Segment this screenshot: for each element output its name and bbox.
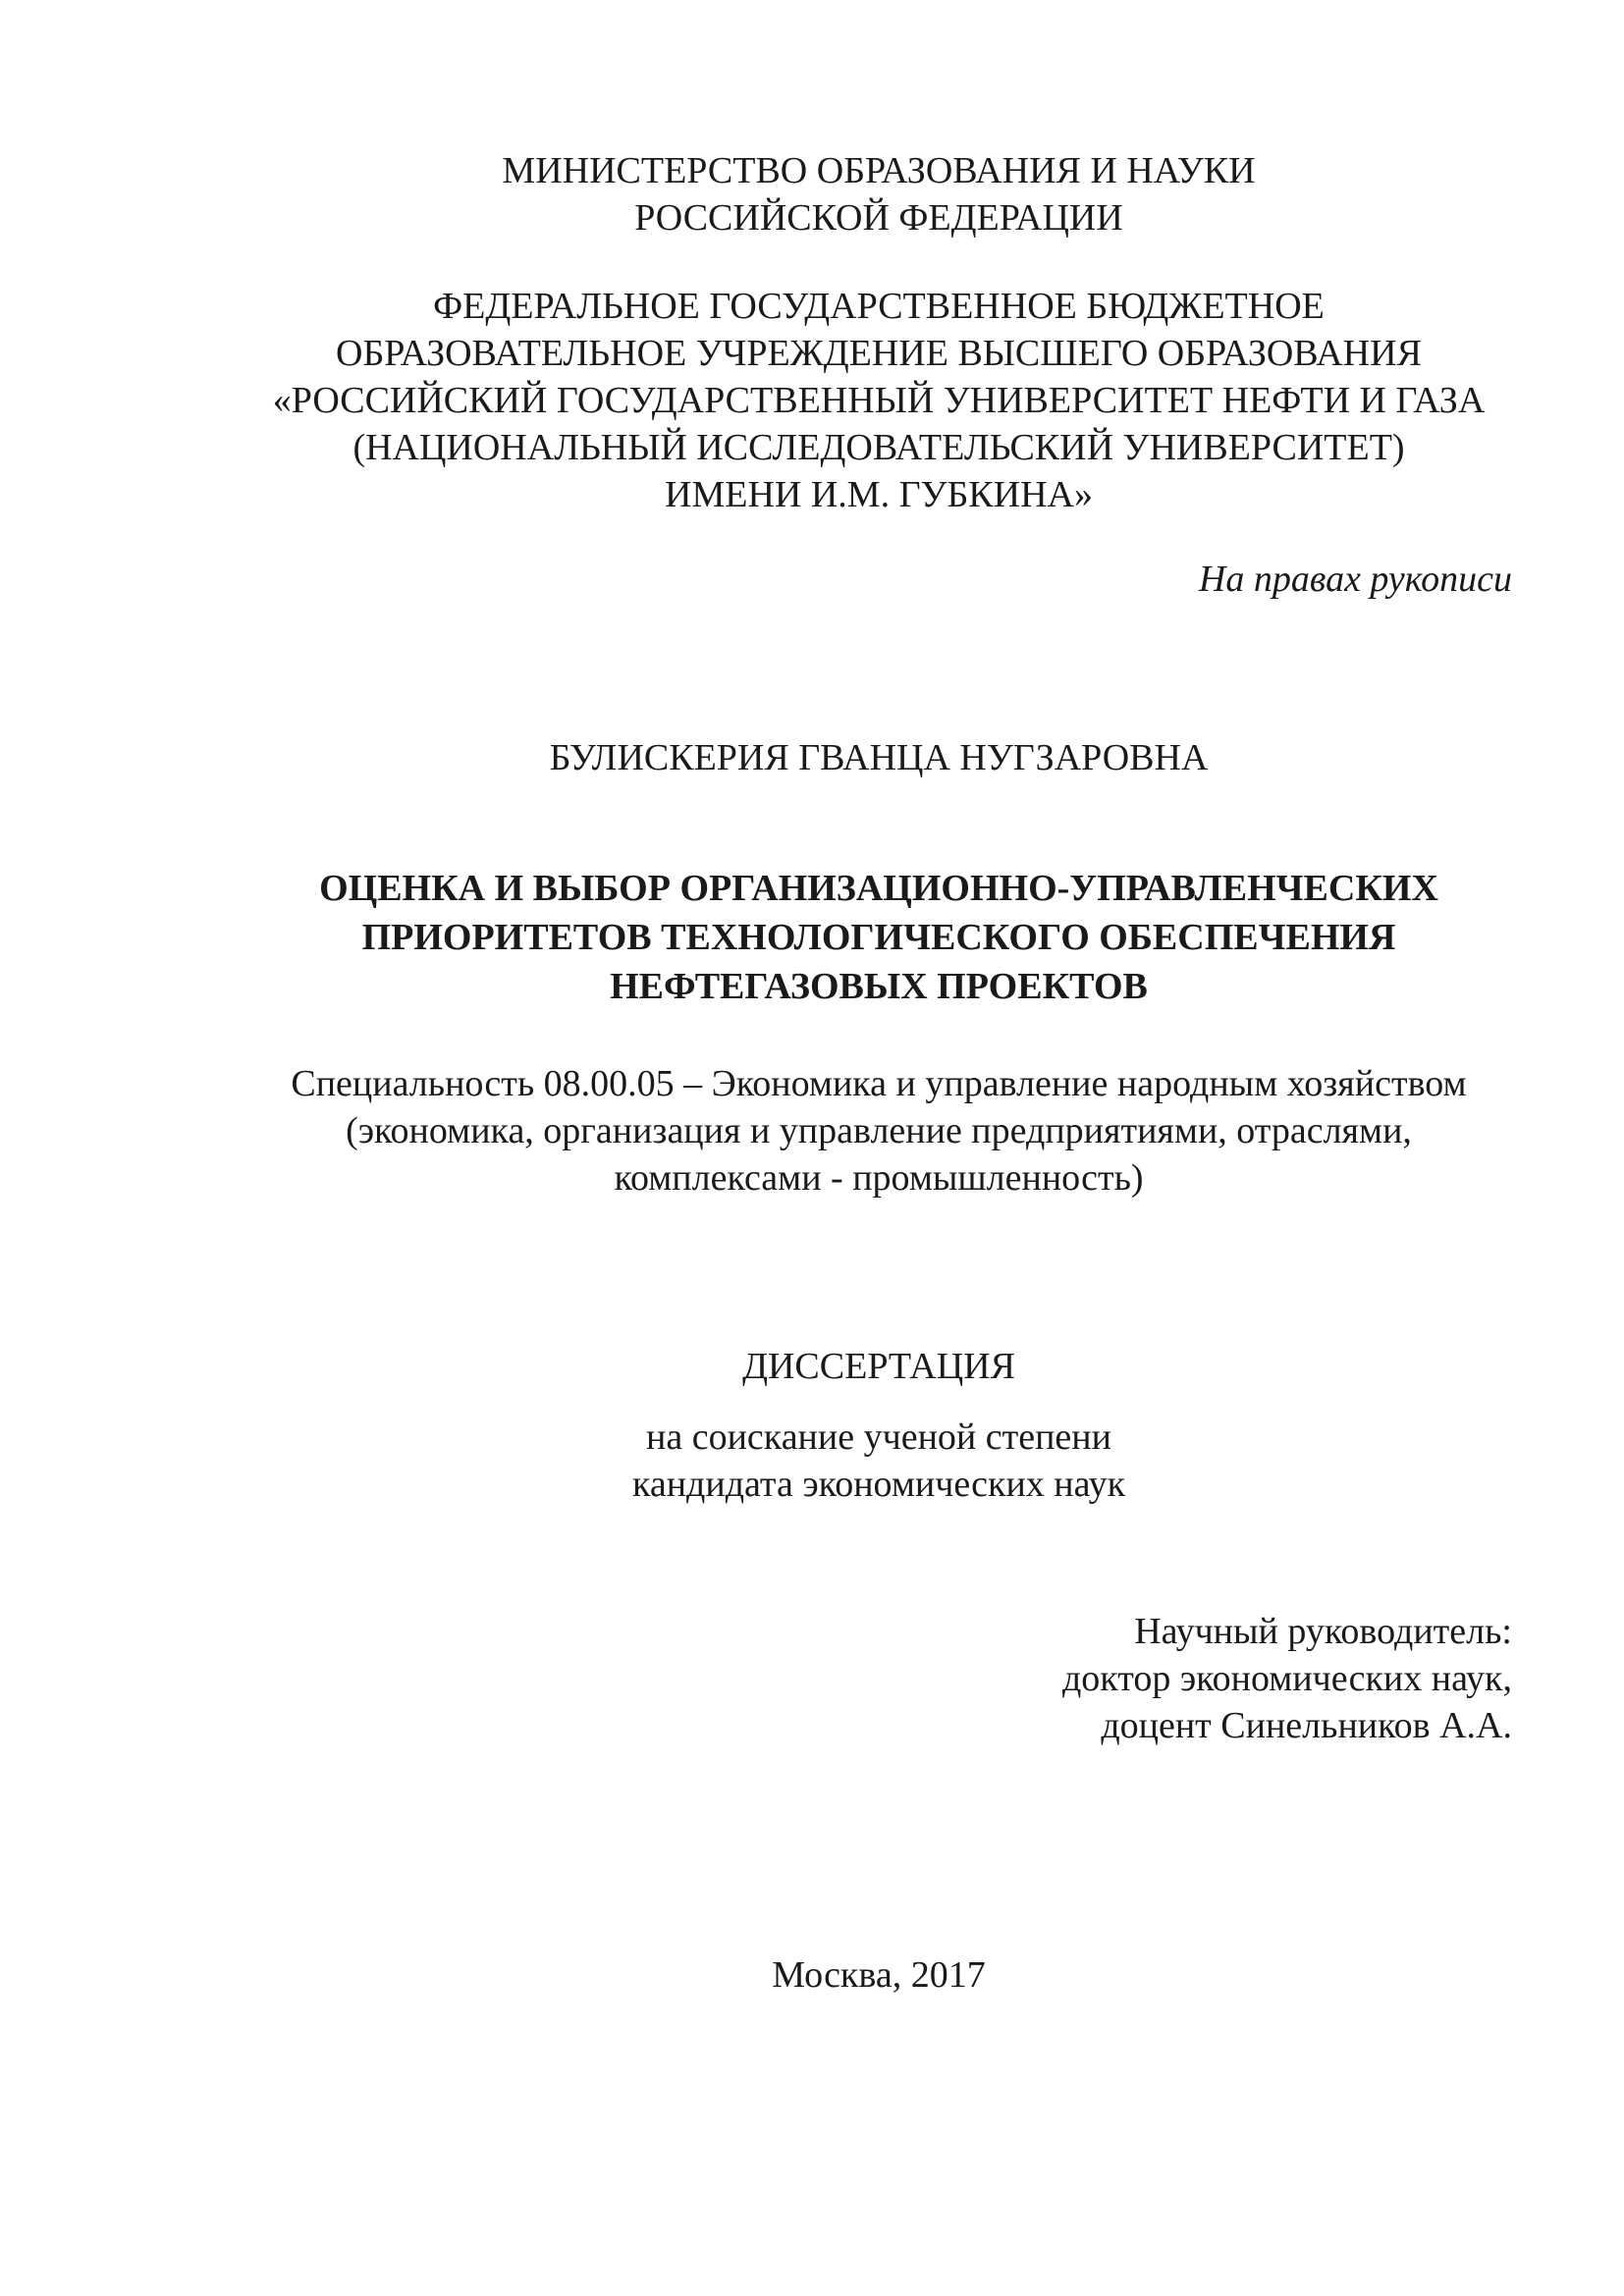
degree-line: кандидата экономических наук [631, 1464, 1126, 1505]
ministry-line: МИНИСТЕРСТВО ОБРАЗОВАНИЯ И НАУКИ [502, 150, 1256, 191]
institution-line: «РОССИЙСКИЙ ГОСУДАРСТВЕННЫЙ УНИВЕРСИТЕТ НЕФТИ И ГАЗА [272, 380, 1486, 421]
document-type [245, 1343, 1512, 1390]
document-type-text: ДИССЕРТАЦИЯ [742, 1346, 1015, 1387]
manuscript-note-text: На правах рукописи [1198, 559, 1512, 600]
institution-line: ФЕДЕРАЛЬНОЕ ГОСУДАРСТВЕННОЕ БЮДЖЕТНОЕ [433, 286, 1325, 327]
title-line: ПРИОРИТЕТОВ ТЕХНОЛОГИЧЕСКОГО ОБЕСПЕЧЕНИЯ [361, 917, 1396, 958]
title-line: НЕФТЕГАЗОВЫХ ПРОЕКТОВ [610, 966, 1148, 1007]
advisor-line: доктор экономических наук, [1061, 1658, 1512, 1699]
degree-sought [245, 1414, 1512, 1508]
advisor-line: доцент Синельников А.А. [1101, 1705, 1512, 1746]
institution-line: (НАЦИОНАЛЬНЫЙ ИССЛЕДОВАТЕЛЬСКИЙ УНИВЕРСИТЕТ) [352, 427, 1405, 468]
institution-line: ИМЕНИ И.М. ГУБКИНА» [665, 474, 1093, 515]
manuscript-note [245, 556, 1512, 603]
author-name [245, 734, 1512, 781]
specialty-line: Специальность 08.00.05 – Экономика и управление народным хозяйством [291, 1063, 1467, 1104]
author-name-text: БУЛИСКЕРИЯ ГВАНЦА НУГЗАРОВНА [549, 737, 1209, 778]
dissertation-title [245, 864, 1512, 1011]
ministry-line: РОССИЙСКОЙ ФЕДЕРАЦИИ [634, 197, 1123, 239]
specialty-line: (экономика, организация и управление предприятиями, отраслями, [346, 1110, 1412, 1151]
specialty-line: комплексами - промышленность) [614, 1157, 1144, 1199]
title-line: ОЦЕНКА И ВЫБОР ОРГАНИЗАЦИОННО-УПРАВЛЕНЧЕСКИХ [319, 868, 1438, 909]
institution-header [245, 283, 1512, 518]
place-and-year [245, 1951, 1512, 1999]
advisor-line: Научный руководитель: [1134, 1611, 1512, 1652]
scientific-advisor [245, 1608, 1512, 1749]
specialty [245, 1060, 1512, 1201]
place-and-year-text: Москва, 2017 [772, 1954, 986, 1996]
institution-line: ОБРАЗОВАТЕЛЬНОЕ УЧРЕЖДЕНИЕ ВЫСШЕГО ОБРАЗОВАНИЯ [336, 333, 1422, 374]
degree-line: на соискание ученой степени [646, 1416, 1111, 1458]
ministry-header [245, 147, 1512, 241]
